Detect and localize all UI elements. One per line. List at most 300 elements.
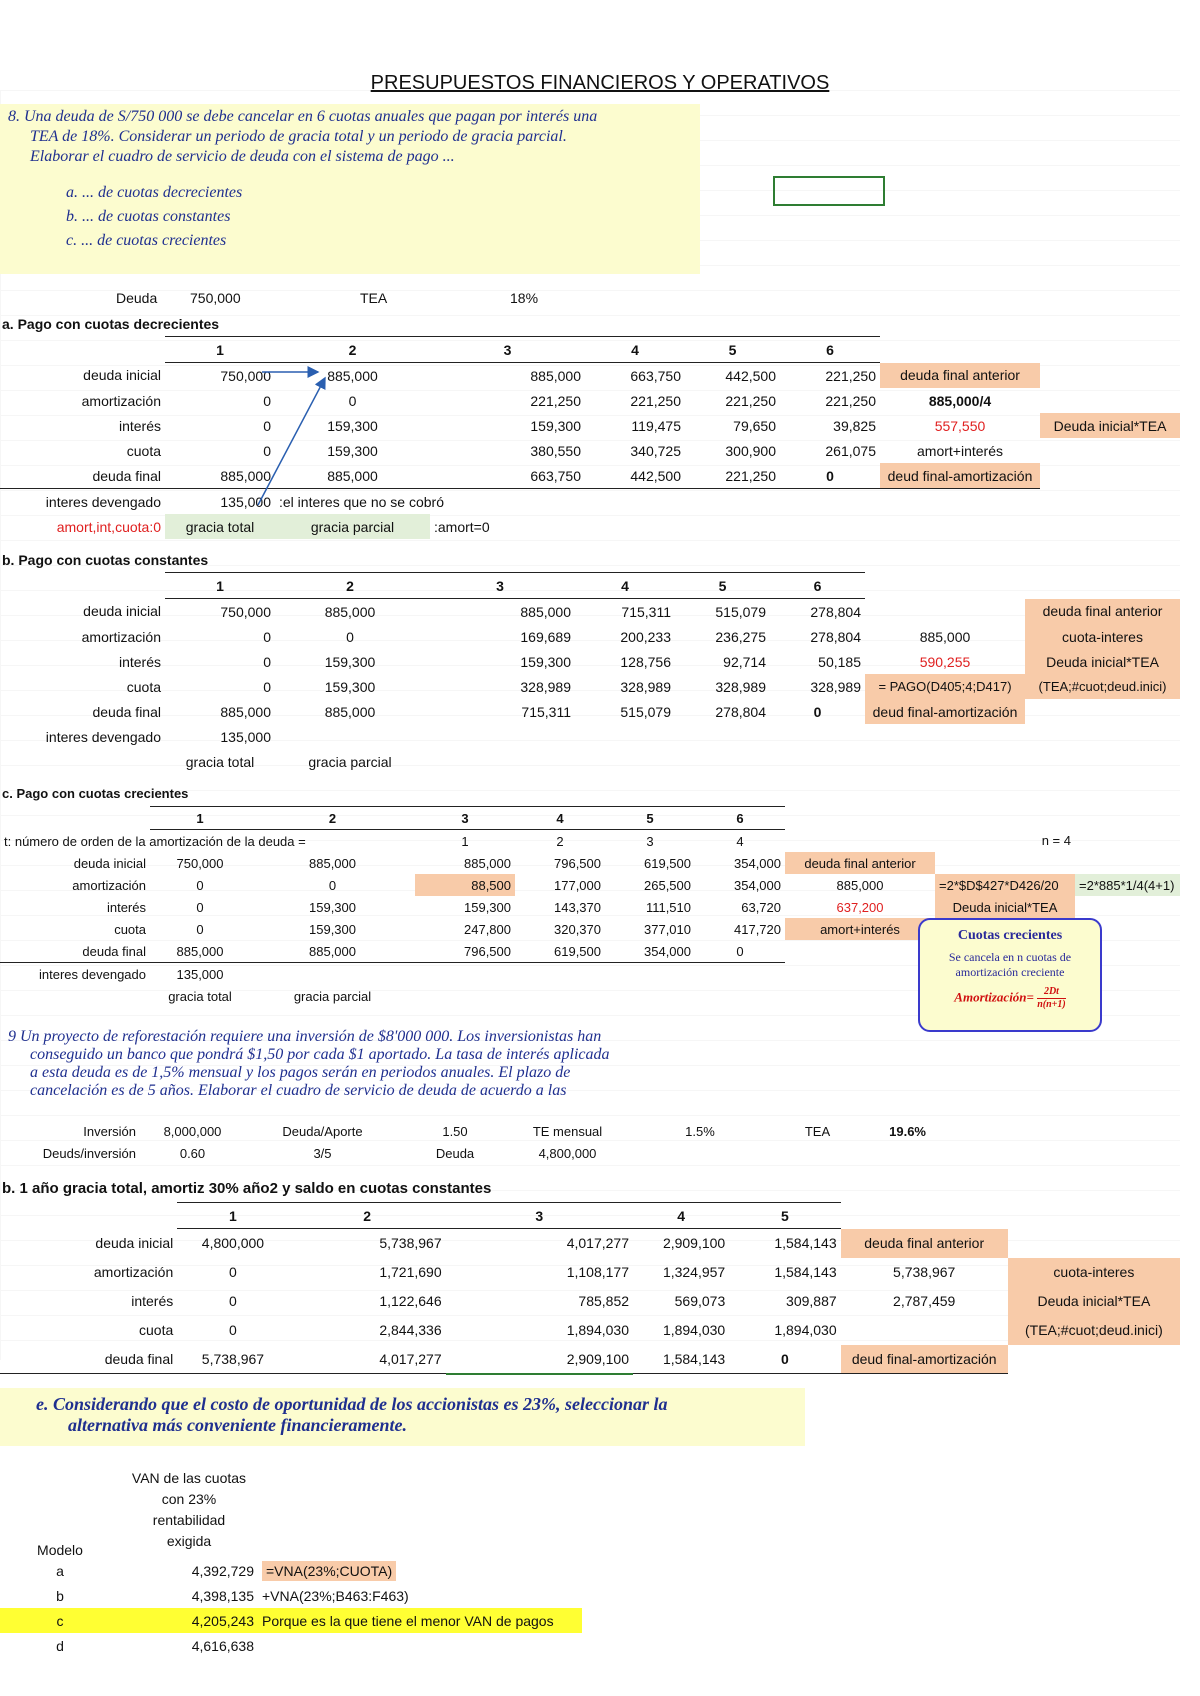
cell: 515,079 [715, 603, 766, 620]
note-cell: Porque es la que tiene el menor VAN de pagos [262, 1612, 554, 1629]
table-row [0, 1345, 1180, 1374]
formula-numerator: 2Dt [1037, 986, 1065, 999]
note-cell [785, 940, 935, 963]
note-cell: =2*$D$427*D426/20 [935, 874, 1075, 896]
cell: 159,300 [309, 921, 356, 937]
note-value: 885,000 [928, 392, 980, 409]
note-extra: /4 [979, 392, 992, 409]
cell: 885,000 [165, 463, 275, 489]
cell: Deuds/inversión [42, 1145, 136, 1161]
cell: 88,500 [415, 874, 515, 896]
table-row [0, 1258, 1180, 1287]
note-cell: deud final-amortización [865, 699, 1025, 724]
row-label: cuota [126, 442, 161, 459]
part-e-line-2: alternativa más conveniente financieramente. [68, 1415, 407, 1435]
cell: 885,000 [150, 940, 250, 963]
cell: 1.5% [685, 1123, 715, 1139]
row-label: amort,int,cuota:0 [56, 518, 161, 535]
note-cell: 5,738,967 [893, 1264, 956, 1280]
row-label: deuda inicial [73, 855, 146, 871]
cell: 79,650 [733, 417, 776, 434]
row-label: amortización [93, 1264, 174, 1280]
note-cell: 557,550 [934, 417, 986, 434]
col-header: 2 [250, 807, 415, 830]
callout-formula: Amortización= $\frac{2Dt}{n(n+1)}$ [954, 986, 1066, 1010]
cell: 169,689 [520, 628, 571, 645]
cell: 0 [328, 877, 337, 893]
cell: 328,989 [715, 678, 766, 695]
col-header: 3 [430, 337, 585, 363]
col-header: Modelo [37, 1542, 83, 1558]
table-row [0, 1558, 582, 1583]
note-cell: Deuda inicial*TEA [1008, 1287, 1180, 1316]
problem-9-line-3: a esta deuda es de 1,5% mensual y los pagos serán en periodos anuales. El plazo de [30, 1064, 571, 1081]
problem-8-line-1: 8. Una deuda de S/750 000 se debe cancelar en 6 cuotas anuales que pagan por interés una [8, 108, 598, 125]
cell: TEA [804, 1123, 831, 1139]
note-cell: 885,000 [919, 628, 971, 645]
col-header [120, 1462, 258, 1558]
col-header: 6 [780, 337, 880, 363]
cell: 569,073 [674, 1293, 726, 1309]
cell: 0 [229, 1293, 237, 1309]
arrow [258, 378, 325, 505]
cell: gracia total [165, 514, 275, 539]
cell: 50,185 [818, 653, 861, 670]
cell: 354,000 [605, 940, 695, 963]
cell: 0 [729, 1345, 840, 1374]
cell: 278,804 [810, 628, 861, 645]
note-cell: 885,000 [836, 877, 884, 893]
cell: 221,250 [685, 463, 780, 489]
cell: 4 [736, 833, 744, 849]
cell: 5,738,967 [177, 1345, 288, 1374]
note-cell: Deuda inicial*TEA [935, 896, 1075, 918]
cell: 1 [461, 833, 469, 849]
note-cell: amort+interés [785, 918, 935, 940]
cell: 0 [263, 653, 271, 670]
deuda-value: 750,000 [190, 290, 241, 306]
van-table [0, 1462, 582, 1658]
cell: 111,510 [645, 899, 691, 915]
cell: 159,300 [324, 653, 376, 670]
table-row [0, 852, 1180, 874]
note-cell: (TEA;#cuot;deud.inici) [1025, 674, 1180, 699]
cell: 1,584,143 [633, 1345, 729, 1374]
header-line: rentabilidad [152, 1512, 226, 1528]
cell: 135,000 [176, 966, 224, 982]
cell: 417,720 [734, 921, 781, 937]
cell: 4,800,000 [538, 1145, 597, 1161]
cell: 0 [348, 392, 357, 409]
row-label: interés [118, 653, 161, 670]
row-label: interés [118, 417, 161, 434]
note-cell [841, 1316, 1008, 1345]
row-label: deuda final [0, 463, 165, 489]
cell: 278,804 [810, 603, 861, 620]
note-cell: :el interes que no se cobró [279, 493, 444, 510]
formula-denominator: n(n+1) [1037, 999, 1066, 1010]
cell: 236,275 [715, 628, 766, 645]
cell: 221,250 [825, 367, 876, 384]
cell: 328,989 [520, 678, 571, 695]
table-d-header [0, 1203, 1180, 1229]
note-cell [258, 1633, 582, 1658]
cell: 885,000 [327, 367, 378, 384]
section-c-title: c. Pago con cuotas crecientes [2, 786, 189, 801]
note-cell: cuota-interes [1025, 624, 1180, 649]
cell: 0 [263, 392, 271, 409]
col-header: 1 [177, 1203, 288, 1229]
cell: 1,122,646 [379, 1293, 442, 1309]
cell: 4,205,243 [191, 1612, 254, 1629]
problem-8-option-a: a. ... de cuotas decrecientes [66, 184, 243, 201]
cell: 119,475 [631, 417, 681, 434]
col-header: 5 [729, 1203, 840, 1229]
cell: 4,616,638 [191, 1637, 254, 1654]
cell: 1,108,177 [566, 1264, 630, 1280]
arrows-overlay [0, 0, 1200, 560]
cell: 885,000 [324, 703, 376, 720]
cell: 885,000 [275, 463, 430, 489]
cell: 885,000 [250, 940, 415, 963]
row-label: amortización [81, 628, 161, 645]
cell: 265,500 [644, 877, 691, 893]
table-row [0, 1633, 582, 1658]
cell: 1,584,143 [774, 1235, 837, 1252]
cell: 247,800 [464, 921, 511, 937]
row-label: deuda inicial [83, 603, 161, 620]
cell: 619,500 [515, 940, 605, 963]
cell: 380,550 [530, 442, 581, 459]
table-row [0, 699, 1180, 724]
t-row [0, 830, 1180, 853]
cell: 159,300 [309, 899, 356, 915]
cell: 0 [346, 628, 354, 645]
problem-9-line-2: conseguido un banco que pondrá $1,50 por cada $1 aportado. La tasa de interés aplicada [30, 1046, 610, 1063]
note-cell: +VNA(23%;B463:F463) [262, 1587, 409, 1604]
cell: 663,750 [430, 463, 585, 489]
row-label: deuda inicial [95, 1235, 174, 1251]
col-header: 6 [770, 573, 865, 599]
col-header: 3 [415, 807, 515, 830]
col-header: 4 [633, 1203, 729, 1229]
van-header [0, 1462, 582, 1558]
cell: 0 [196, 899, 204, 915]
cell: 278,804 [715, 703, 766, 720]
row-label: interes devengado [45, 728, 161, 745]
cell: 1,584,143 [774, 1264, 837, 1280]
problem-9-statement [0, 1028, 695, 1112]
cell: 159,300 [520, 653, 571, 670]
cell: 0 [229, 1264, 237, 1280]
cell: 885,000 [464, 855, 511, 871]
cell: 159,300 [327, 417, 378, 434]
cell: 885,000 [324, 603, 376, 620]
table-row [0, 896, 1180, 918]
cell: 177,000 [554, 877, 601, 893]
cell: 785,852 [578, 1293, 630, 1309]
note-cell: deud final-amortización [880, 463, 1040, 489]
part-e-statement [0, 1388, 805, 1446]
params-9-table [0, 1120, 930, 1164]
cell: gracia total [185, 753, 255, 770]
cell: 796,500 [554, 855, 601, 871]
cell: 221,250 [725, 392, 776, 409]
cell: 159,300 [327, 442, 378, 459]
header-line: exigida [166, 1533, 212, 1549]
col-header: 4 [515, 807, 605, 830]
section-b-title: b. Pago con cuotas constantes [2, 552, 209, 568]
col-header: 5 [685, 337, 780, 363]
note-text: =VNA(23%;CUOTA) [262, 1561, 396, 1581]
cell: 309,887 [786, 1293, 837, 1309]
cell: 0 [813, 703, 822, 720]
col-header: 5 [675, 573, 770, 599]
col-header: 3 [446, 1203, 633, 1229]
cell: 1,894,030 [774, 1322, 837, 1338]
row-label: amortización [72, 877, 146, 893]
cell: 885,000 [309, 855, 356, 871]
row-label: deuda final [0, 1345, 177, 1374]
cell: 354,000 [734, 877, 781, 893]
row-label: deuda final [0, 940, 150, 963]
table-row [0, 599, 1180, 625]
cell: 159,300 [324, 678, 376, 695]
note-cell [935, 852, 1075, 874]
cell: 750,000 [220, 603, 271, 620]
table-row [0, 1316, 1180, 1345]
cell: 300,900 [725, 442, 776, 459]
note-cell: deuda final anterior [841, 1229, 1008, 1258]
row-label: deuda inicial [83, 367, 161, 384]
col-header: 5 [605, 807, 695, 830]
callout-title: Cuotas crecientes [957, 928, 1063, 943]
note-cell: Deuda inicial*TEA [1025, 649, 1180, 674]
formula-label: Amortización [954, 989, 1027, 1005]
row-label: cuota [114, 921, 146, 937]
cell: TE mensual [532, 1123, 603, 1139]
table-b-header [0, 573, 1180, 599]
problem-8-line-2: TEA de 18%. Considerar un periodo de gracia total y un periodo de gracia parcial. [30, 128, 567, 145]
cell: 0 [263, 442, 271, 459]
cell: b [56, 1587, 64, 1604]
table-d [0, 1202, 1180, 1375]
part-e-line-1: e. Considerando que el costo de oportunidad de los accionistas es 23%, seleccionar la [36, 1394, 668, 1414]
problem-8-line-3: Elaborar el cuadro de servicio de deuda con el sistema de pago ... [30, 148, 455, 165]
note-cell [258, 1558, 582, 1583]
cell: 663,750 [630, 367, 681, 384]
callout-text: Se cancela en n cuotas de amortización creciente [948, 950, 1072, 979]
cell: 143,370 [554, 899, 601, 915]
cell: 261,075 [825, 442, 876, 459]
cell: 4,398,135 [191, 1587, 254, 1604]
cell: 442,500 [585, 463, 685, 489]
cell: 135,000 [220, 493, 271, 510]
cell: 0 [196, 877, 204, 893]
table-row [0, 624, 1180, 649]
cell: 3/5 [313, 1145, 332, 1161]
note-cell: 2,787,459 [893, 1293, 956, 1309]
deuda-label: Deuda [116, 290, 158, 306]
col-header: 2 [289, 1203, 446, 1229]
tea-value: 18% [510, 290, 539, 306]
cell: 221,250 [825, 392, 876, 409]
row-label: interes devengado [39, 966, 146, 982]
section-a-title: a. Pago con cuotas decrecientes [2, 316, 220, 332]
table-row [0, 1229, 1180, 1258]
cell: 515,079 [620, 703, 671, 720]
note-cell [1008, 1345, 1180, 1374]
cell: 750,000 [220, 367, 271, 384]
cell: 340,725 [630, 442, 681, 459]
note-cell: :amort=0 [434, 518, 490, 535]
cell: 796,500 [415, 940, 515, 963]
cell: 5,738,967 [379, 1235, 442, 1252]
cell: 8,000,000 [163, 1123, 222, 1139]
table-row [0, 724, 1180, 749]
note-cell [1025, 699, 1180, 724]
cell: 3 [646, 833, 654, 849]
table-row [0, 1287, 1180, 1316]
cell: 0 [196, 921, 204, 937]
col-header: 1 [165, 337, 275, 363]
cell: 200,233 [620, 628, 671, 645]
cell: 4,800,000 [201, 1235, 265, 1252]
cell: 221,250 [530, 392, 581, 409]
cell: 715,311 [621, 603, 671, 620]
cell: gracia total [168, 988, 232, 1004]
cell: 1,894,030 [566, 1322, 630, 1338]
cell: 0 [695, 940, 785, 963]
table-c-header [0, 807, 1180, 830]
row-label: cuota [139, 1322, 174, 1338]
cell: 885,000 [530, 367, 581, 384]
cell: 39,825 [833, 417, 876, 434]
note-cell: =2*885*1/4(4+1) [1075, 874, 1180, 896]
cell: d [56, 1637, 64, 1654]
note-cell: deuda final anterior [1025, 599, 1180, 625]
row-label: deuda final [92, 703, 161, 720]
cell: 2 [556, 833, 564, 849]
col-header: 1 [150, 807, 250, 830]
table-row [0, 649, 1180, 674]
table-row [0, 674, 1180, 699]
row-label: interés [106, 899, 146, 915]
row-label: cuota [126, 678, 161, 695]
cell: 92,714 [723, 653, 766, 670]
cell: 2,909,100 [446, 1345, 633, 1374]
note-cell [1008, 1229, 1180, 1258]
cell: 63,720 [741, 899, 781, 915]
section-d-title: b. 1 año gracia total, amortiz 30% año2 y saldo en cuotas constantes [2, 1180, 492, 1197]
problem-8-option-c: c. ... de cuotas crecientes [66, 232, 227, 249]
col-header: 1 [165, 573, 275, 599]
cell: 377,010 [644, 921, 691, 937]
note-cell: = PAGO(D405;4;D417) [865, 674, 1025, 699]
cell: 619,500 [644, 855, 691, 871]
cell: 221,250 [630, 392, 681, 409]
cell: 4,392,729 [191, 1562, 254, 1579]
cell: gracia parcial [275, 514, 430, 539]
cell: 320,370 [554, 921, 601, 937]
row-label: amortización [81, 392, 161, 409]
page-title: PRESUPUESTOS FINANCIEROS Y OPERATIVOS [370, 72, 830, 94]
cell: 1.50 [442, 1123, 468, 1139]
header-line: VAN de las cuotas [131, 1470, 247, 1486]
cell: 1,721,690 [379, 1264, 442, 1280]
note-cell: cuota-interes [1008, 1258, 1180, 1287]
note-cell: 637,200 [836, 899, 884, 915]
cell: 2,909,100 [662, 1235, 726, 1252]
cell: 0 [780, 463, 880, 489]
cell: gracia parcial [293, 988, 372, 1004]
problem-9-line-4: cancelación es de 5 años. Elaborar el cuadro de servicio de deuda de acuerdo a las [30, 1082, 567, 1099]
row-label: interés [131, 1293, 174, 1309]
cell: gracia parcial [308, 753, 392, 770]
row-label: interes devengado [45, 493, 161, 510]
header-line: con 23% [161, 1491, 217, 1507]
cell: 885,000 [220, 703, 271, 720]
cell: a [56, 1562, 64, 1579]
cell: 328,989 [810, 678, 861, 695]
cell: c [56, 1612, 64, 1629]
table-row [0, 1120, 930, 1142]
note-cell: Deuda inicial*TEA [1040, 413, 1180, 438]
note-cell: deuda final anterior [880, 363, 1040, 389]
problem-8-option-b: b. ... de cuotas constantes [66, 208, 231, 225]
cell: 442,500 [725, 367, 776, 384]
cuotas-crecientes-callout [918, 918, 1102, 1032]
col-header: 4 [575, 573, 675, 599]
note-cell: deud final-amortización [841, 1345, 1008, 1374]
cell: 1,894,030 [662, 1322, 726, 1338]
cell: Inversión [83, 1123, 136, 1139]
cell: 1,324,957 [662, 1264, 726, 1280]
cell: 0 [263, 628, 271, 645]
cell: 0 [263, 417, 271, 434]
tea-label: TEA [360, 290, 388, 306]
cell: 128,756 [620, 653, 671, 670]
cell: 19.6% [889, 1123, 926, 1139]
note-cell: deuda final anterior [785, 852, 935, 874]
cell: 159,300 [530, 417, 581, 434]
cell: Deuda [435, 1145, 475, 1161]
cell: 354,000 [734, 855, 781, 871]
cell: 159,300 [464, 899, 511, 915]
table-row [0, 874, 1180, 896]
note-cell: (TEA;#cuot;deud.inici) [1008, 1316, 1180, 1345]
cell: 715,311 [521, 703, 571, 720]
cell: 135,000 [220, 728, 271, 745]
note-cell [865, 599, 1025, 625]
table-row [0, 1583, 582, 1608]
table-row [0, 1608, 582, 1633]
col-header: 3 [425, 573, 575, 599]
cell: 4,017,277 [289, 1345, 446, 1374]
cell: 0 [229, 1322, 237, 1338]
problem-9-line-1: 9 Un proyecto de reforestación requiere una inversión de $8'000 000. Los inversionistas han [8, 1028, 602, 1045]
table-b [0, 572, 1180, 774]
col-header: 6 [695, 807, 785, 830]
cell: 328,989 [620, 678, 671, 695]
n-label: n = 4 [1041, 833, 1071, 849]
cell: Deuda/Aporte [282, 1123, 363, 1139]
cell: 0.60 [179, 1145, 206, 1161]
cell: 750,000 [176, 855, 224, 871]
col-header: 4 [585, 337, 685, 363]
cell: 4,017,277 [566, 1235, 630, 1252]
table-row [0, 1142, 930, 1164]
